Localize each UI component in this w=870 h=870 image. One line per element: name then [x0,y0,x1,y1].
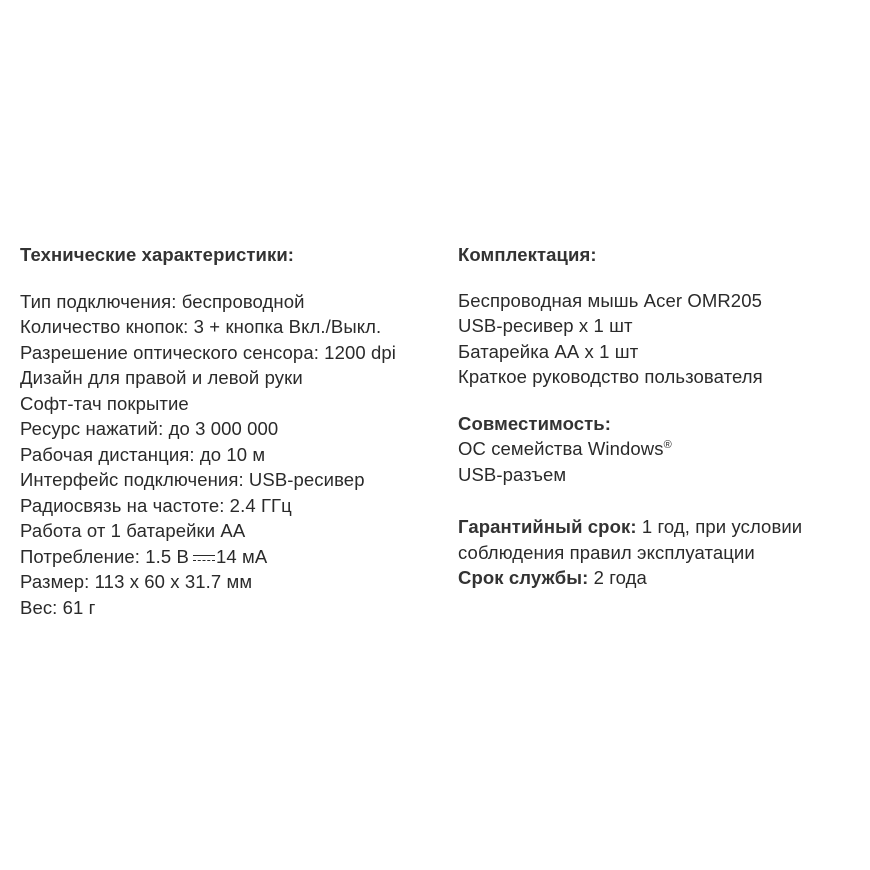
warranty-label: Гарантийный срок: [458,516,637,537]
spec-connection-type: Тип подключения: беспроводной [20,290,305,312]
spec-working-distance: Рабочая дистанция: до 10 м [20,443,266,465]
package-heading: Комплектация: [458,244,597,265]
spec-interface: Интерфейс подключения: USB-ресивер [20,469,365,490]
spec-weight: Вес: 61 г [20,596,96,618]
warranty-section [458,514,863,591]
compatibility-section [458,411,863,488]
dc-current-icon [193,553,215,563]
warranty-value: 1 год, при условии [636,516,803,537]
spec-sensor-resolution: Разрешение оптического сенсора: 1200 dpi [20,341,396,363]
package-item-battery: Батарейка АА х 1 шт [458,340,639,362]
package-list [458,288,863,390]
specs-list [20,289,440,621]
package-section [458,242,863,390]
service-life-value: 2 года [588,567,647,588]
warranty-value-continued: соблюдения правил эксплуатации [458,541,755,563]
package-item-manual: Краткое руководство пользователя [458,366,763,387]
service-life-label: Срок службы: [458,567,589,588]
compatibility-os-text: ОС семейства Windows [458,438,664,459]
package-item-mouse: Беспроводная мышь Acer OMR205 [458,289,762,311]
spec-power-consumption [20,544,440,570]
power-label: Потребление: 1.5 В [20,545,189,567]
spec-click-lifespan: Ресурс нажатий: до 3 000 000 [20,418,279,439]
service-life-line [458,565,863,591]
spec-radio-frequency: Радиосвязь на частоте: 2.4 ГГц [20,494,292,516]
compatibility-heading: Совместимость: [458,412,612,434]
registered-mark: ® [663,438,672,451]
spec-soft-touch: Софт-тач покрытие [20,392,189,414]
compatibility-os [458,436,863,462]
specs-heading: Технические характеристики: [20,244,295,265]
power-current: 14 мА [216,545,268,567]
spec-ambidextrous-design: Дизайн для правой и левой руки [20,367,303,388]
compatibility-port: USB-разъем [458,463,567,485]
spec-battery: Работа от 1 батарейки АА [20,520,246,541]
info-column [458,242,863,591]
spec-size: Размер: 113 х 60 х 31.7 мм [20,571,253,592]
specs-column [20,242,440,620]
spec-button-count: Количество кнопок: 3 + кнопка Вкл./Выкл. [20,316,382,337]
package-item-receiver: USB-ресивер х 1 шт [458,315,633,336]
warranty-line [458,514,863,540]
